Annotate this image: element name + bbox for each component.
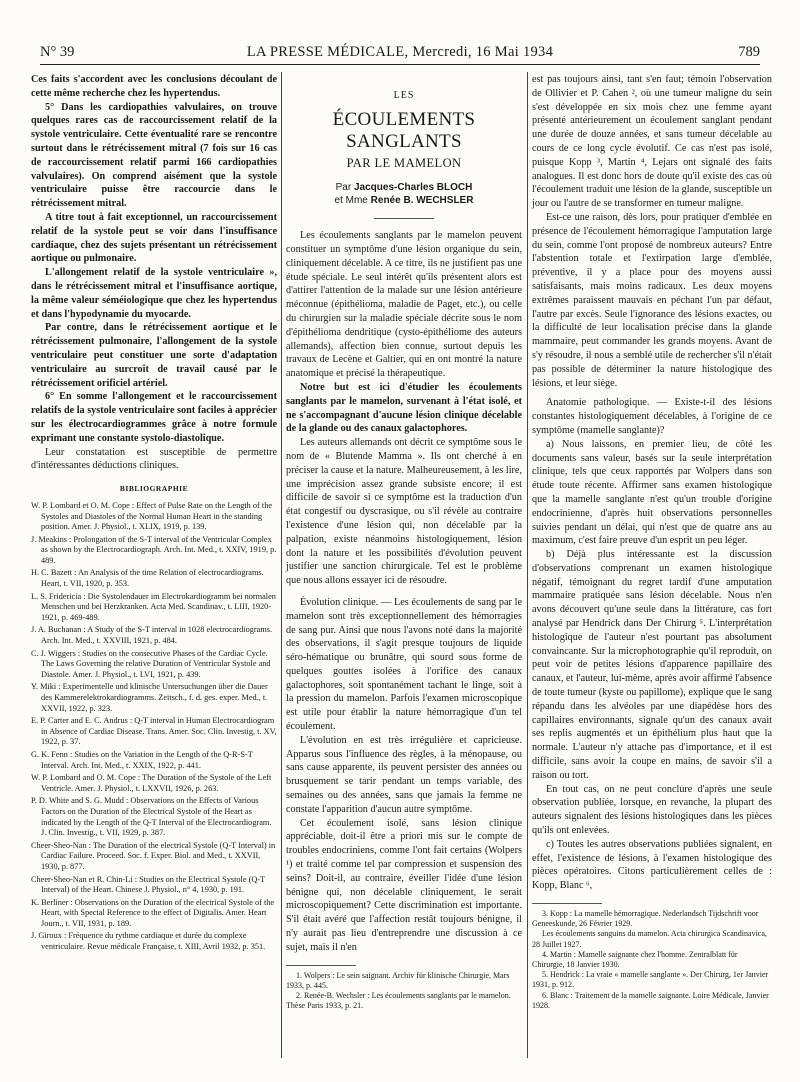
bibliography-title: BIBLIOGRAPHIE (119, 484, 189, 494)
reference: J. Giroux : Fréquence du rythme cardiaque et durée du complexe ventriculaire. Revue médicale Française, t. XIII, Avril 1932, p. 351. (31, 931, 266, 952)
title-separator (374, 218, 434, 219)
reference: W. P. Lombard et O. M. Cope : Effect of Pulse Rate on the Length of the Systoles and Diastoles of the Normal Human Heart in the standing position. Amer. J. Physiol., t. XLIX, 1919, p. 139. (31, 500, 273, 532)
journal-title: LA PRESSE MÉDICALE, (246, 44, 409, 60)
paragraph: Cet écoulement isolé, sans lésion clinique appréciable, doit-il être a priori mis sur le compte de troubles endocriniens, comme l'ont fait certains (Wolpers ¹) et traité comme tel par compression et suspension des seins? Doit-il, au contraire, éveiller l'idée d'une lésion bénigne qui, non décelable cliniquement, le serait microscopiquement? Cette discrimination est importante. S'il était avéré que l'affection restât toujours bénigne, il n'y aurait pas lieu d'entreprendre une discussion à ce sujet, mais il n'en (286, 817, 522, 953)
paragraph: Par contre, dans le rétrécissement aortique et le rétrécissement pulmonaire, l'allongement de la systole ventriculaire peut constituer une sorte d'adaptation ventriculaire au surcroît de travail causé par le rétrécissement orificiel artériel. (31, 322, 277, 389)
paragraph: L'allongement relatif de la systole ventriculaire », dans le rétrécissement mitral et l'insuffisance aortique, la même valeur séméiologique que chez les hypertendus et dans l'hypodynamie du myocarde. (31, 267, 277, 320)
footnote: 5. Hendrick : La vraie « mamelle sanglante ». Der Chirurg, 1er Janvier 1931, p. 912. (532, 970, 769, 990)
page-number-left: N° 39 (40, 44, 75, 60)
paragraph: c) Toutes les autres observations publiées signalent, en effet, l'existence de lésions, à l'examen histologique des pièces opératoires. Citons particulièrement celles de : Kopp, Blanc ⁶, (532, 838, 772, 892)
page-number-right: 789 (738, 44, 760, 60)
header-rule (40, 64, 760, 65)
paragraph: 5° Dans les cardiopathies valvulaires, on trouve quelques rares cas de raccourcissement relatif de la systole ventriculaire. Cette éventualité rare se rencontre surtout dans le rétrécissement mitral (7 fois sur 16 cas de raccourcissement relatif parmi 166 cardiopathies valvulaires). On comprend aisément que la systole ventriculaire puisse être raccourcie dans le rétrécissement mitral. (31, 101, 277, 210)
paragraph: Les auteurs allemands ont décrit ce symptôme sous le nom de « Blutende Mamma ». Ils ont cherché à en préciser la cause et la nature. Malheureusement, à les lire, une imprécision assez grande subsiste encore; il est difficile de savoir si ce symptôme est la traduction d'un état congestif ou dyscrasique, ou s'il révèle au contraire l'existence d'une lésion qui, non décelable par la palpation, existe néanmoins histologiquement, lésion dont la nature et les possibilités d'évolution peuvent justifier une sanction chirurgicale. Tel est le problème que nous allons essayer ici de résoudre. (286, 437, 522, 587)
byline-connector: et Mme (334, 195, 368, 207)
reference: Cheer-Sheo-Nan : The Duration of the electrical Systole (Q-T Interval) in Cardiac Failure. Proceed. Soc. f. Exper. Biol. and Med., t. XXVII, 1930, p. 877. (31, 840, 276, 871)
paragraph: Est-ce une raison, dès lors, pour pratiquer d'emblée en présence de l'écoulement hémorragique l'amputation large du sein, comme l'ont proposé de nombreux auteurs? Entre l'abstention totale et l'extirpation large d'emblée, préventive, il y a place pour des moyens aussi satisfaisants, mais moins radicaux. Les deux moyens extrêmes paraissent mauvais en péchant l'un par défaut, l'autre par excès. Seule l'ignorance des lésions exactes, ou la difficulté de leur localisation précise dans la glande mammaire, peut commander les grands moyens. Avant de s'y résoudre, il nous a semblé utile de rechercher s'il n'était pas possible de déterminer la nature histologique des lésions, et leur siège. (532, 211, 772, 389)
reference: H. C. Bazett : An Analysis of the time Relation of electrocardiograms. Heart, t. VII, 1920, p. 353. (31, 568, 264, 589)
paragraph: A titre tout à fait exceptionnel, un raccourcissement relatif de la systole peut se voir dans l'insuffisance cardiaque, chez des sujets présentant un rétrécissement aortique ou pulmonaire. (31, 211, 277, 265)
byline-prefix: Par (335, 181, 352, 193)
footnote: Les écoulements sanguins du mamelon. Acta chirurgica Scandinavica, 28 Juillet 1927. (532, 929, 767, 949)
article-title-pre: LES (393, 90, 415, 101)
reference: P. D. White and S. G. Mudd : Observations on the Effects of Various Factors on the Duration of the Electrical Systole of the Heart as indicated by the Length of the Q-T Interval of the Electrocardiogram. J. Clin. Investig., t. VII, 1929, p. 387. (31, 796, 272, 838)
paragraph: Les écoulements sanglants par le mamelon peuvent constituer un symptôme d'une lésion organique du sein, cliniquement décelable. A ce titre, ils ne justifient pas une étude spéciale. Le seul intérêt qu'ils présentent alors est d'attirer l'attention de la malade sur une lésion antérieure méconnue (épithélioma, maladie de Paget, etc.), ou celle du chirurgien sur la maladie spéciale décrite sous le nom d'épithélioma dendritique (cysto-épithéliome des auteurs allemands), affection bien connue, surtout depuis les travaux de Lecène et Galtier, qui en ont montré la nature anatomique et précisé la thérapeutique. (286, 230, 522, 380)
paragraph: Notre but est ici d'étudier les écoulements sanglants par le mamelon, survenant à l'état isolé, et ne s'accompagnant d'aucune lésion clinique décelable de la glande ou des canaux galactophores. (286, 381, 522, 435)
reference: J. Meakins : Prolongation of the S-T interval of the Ventricular Complex as shown by the Electrocardiograph. Arch. Int. Med., t. XXIV, 1919, p. 489. (31, 534, 277, 565)
footnote: 2. Renée-B. Wechsler : Les écoulements sanglants par le mamelon. Thèse Paris 1933, p. 21. (286, 991, 511, 1011)
paragraph: Leur constatation est susceptible de permettre d'intéressantes déductions cliniques. (31, 446, 277, 472)
footnote: 1. Wolpers : Le sein saignant. Archiv für klinische Chirurgie, Mars 1933, p. 445. (286, 970, 510, 990)
article-title: ÉCOULEMENTS SANGLANTS (332, 108, 476, 152)
reference: W. P. Lombard and O. M. Cope : The Duration of the Systole of the Left Ventricle. Amer. J. Physiol., t. LXXVII, 1926, p. 263. (31, 773, 272, 793)
page-header (40, 44, 760, 66)
reference: L. S. Fridericia : Die Systolendauer im Electrokardiogramm bei normalen Menschen und bei Herzkranken. Acta Med. Scandinav., t. LIII, 1920-1921, p. 469-489. (31, 591, 276, 622)
left-column (31, 73, 277, 955)
column-divider-1 (281, 72, 282, 1058)
footnote-rule (532, 903, 602, 904)
bibliography-list (31, 501, 277, 953)
article-subtitle: PAR LE MAMELON (346, 155, 462, 170)
paragraph: a) Nous laissons, en premier lieu, de côté les documents sans valeur, basés sur la seule interprétation clinique, tels que ceux rapportés par Wolpers dans son étude toute récente. Affirmer sans examen histologique que la mamelle sanglante n'est qu'un trouble d'origine endocrinienne, d'après huit observations personnelles suivies pendant un délai, qui n'est que de quatre ans au maximum, c'est faire preuve d'un esprit un peu léger. (532, 438, 772, 547)
paragraph: Évolution clinique. — Les écoulements de sang par le mamelon sont très exceptionnellement des hémorragies de sang pur. Ainsi que nous l'avons noté dans la majorité des observations, il s'agit presque toujours de liquide séro-hématique ou brunâtre, qui sourd sous forme de quelques gouttes isolées à l'orifice des canaux galactophores, soit spontanément tachant le linge, soit à la pression du mamelon. Parfois l'examen microscopique est utile pour établir la nature hémorragique d'un tel écoulement. (286, 596, 522, 733)
footnote-rule (286, 965, 356, 966)
paragraph: 6° En somme l'allongement et le raccourcissement relatifs de la systole ventriculaire sont faciles à apprécier sur les électrocardiogrammes grâce à notre formule exprimant une constante systolo-diastolique. (31, 391, 277, 444)
author-2: Renée B. WECHSLER (370, 195, 474, 207)
reference: J. A. Buchanan : A Study of the S-T interval in 1028 electrocardiograms. Arch. Int. Med., t. XXVIII, 1921, p. 484. (31, 625, 273, 646)
reference: K. Berliner : Observations on the Duration of the electrical Systole of the Heart, with Special Reference to the effect of Digitalis. Amer. Heart Journ., t. VII, 1931, p. 189. (31, 897, 275, 928)
reference: Y. Miki : Experimentelle und klinische Untersuchungen über die Dauer des Kammerelektrokardiogramms. Zeitsch., f. d. ges. exper. Med., t. XXVII, 1922, p. 323. (31, 682, 268, 713)
right-column (532, 73, 772, 1011)
reference: C. J. Wiggers : Studies on the consecutive Phases of the Cardiac Cycle. The Laws Governing the relative Duration of Ventricular Systole and Diastole. Amer. J. Physiol., t. LVI, 1921, p. 439. (31, 648, 271, 679)
footnote: 3. Kopp : La mamelle hémorragique. Nederlandsch Tijdschrift voor Geneeskunde, 26 Février 1929. (532, 909, 759, 929)
byline (286, 181, 522, 209)
column-divider-2 (527, 72, 528, 1058)
running-title (40, 44, 760, 61)
middle-column (286, 73, 522, 1011)
paragraph: L'évolution en est très irrégulière et capricieuse. Apparus sous l'influence des règles, à la ménopause, ou sans cause apparente, ils peuvent persister des années ou brusquement se tarir pendant un temps variable, des semaines ou des années, sans que jamais la femme ne constate l'apparition d'aucun autre symptôme. (286, 734, 522, 815)
reference: G. K. Fenn : Studies on the Variation in the Length of the Q-R-S-T Interval. Arch. Int. Med., t. XXIX, 1922, p. 441. (31, 749, 253, 770)
article-heading (286, 89, 522, 208)
issue-date: Mercredi, 16 Mai 1934 (412, 44, 554, 60)
author-1: Jacques-Charles BLOCH (353, 181, 473, 193)
paragraph: b) Déjà plus intéressante est la discussion d'observations comprenant un examen histologique négatif, témoignant du regret tardif d'une amputation mammaire pratiquée sans lésion décelable. Nous n'en avons découvert qu'une seule dans la littérature, cas fort analysé par Hendrick dans Der Chirurg ⁵. L'interprétation histologique de l'auteur n'est pourtant pas absolument convaincante. Sur la microphotographie qu'il reproduit, on peut voir de petites lésions d'apparence papillaire des canaux, et l'auteur, lui-même, après avoir affirmé l'absence de toute tumeur (kyste ou papillome), explique que le sang répandu dans les alvéoles par une diapédèse hors des capillaires environnants, signale qu'un des canaux avait ses replis augmentés et un épithélium plus haut que la normale. L'auteur n'y attache pas d'importance, et il est difficile, sans avoir la coupe en mains, de savoir s'il a raison ou tort. (532, 549, 772, 781)
reference: E. P. Carter and E. C. Andrus : Q-T interval in Human Electrocardiogram in Absence of Cardiac Disease. Trans. Amer. Soc. Clin. Investig, t. XV, 1922, p. 37. (31, 716, 277, 747)
footnote: 6. Blanc : Traitement de la mamelle saignante. Loire Médicale, Janvier 1928. (532, 990, 769, 1010)
reference: Cheer-Sheo-Nan et R. Chin-Li : Studies on the Electrical Systole (Q-T Interval) of the Heart. Chinese J. Physiol., n° 4, 1930, p. 191. (31, 874, 266, 895)
paragraph: Ces faits s'accordent avec les conclusions découlant de cette même recherche chez les hypertendus. (31, 74, 277, 99)
paragraph: est pas toujours ainsi, tant s'en faut; témoin l'observation de Ollivier et P. Cahen ², où une tumeur maligne du sein s'est développée en six mois chez une femme ayant présenté antérieurement un écoulement sanglant pendant une durée de douze années, et sans tumeur décelable au cours de ce long cycle évolutif. Ce cas n'est pas isolé, puisque Kopp ³, Martin ⁴, Lejars ont signalé des faits analogues. Il est donc hors de doute qu'il existe des cas où l'écoulement traduit une lésion de la glande, susceptible un jour ou l'autre de se transformer en tumeur maligne. (532, 74, 772, 210)
footnote: 4. Martin : Mamelle saignante chez l'homme. Zentralblatt für Chirurgie, 18 Janvier 1930. (532, 949, 738, 970)
paragraph: En tout cas, on ne peut conclure d'après une seule observation publiée, lorsque, en revanche, la plupart des auteurs signalent des lésions histologiques dans les pièces qu'ils ont enlevées. (532, 783, 772, 837)
paragraph: Anatomie pathologique. — Existe-t-il des lésions constantes histologiquement décelables, à l'origine de ce symptôme (mamelle sanglante)? (532, 397, 772, 436)
